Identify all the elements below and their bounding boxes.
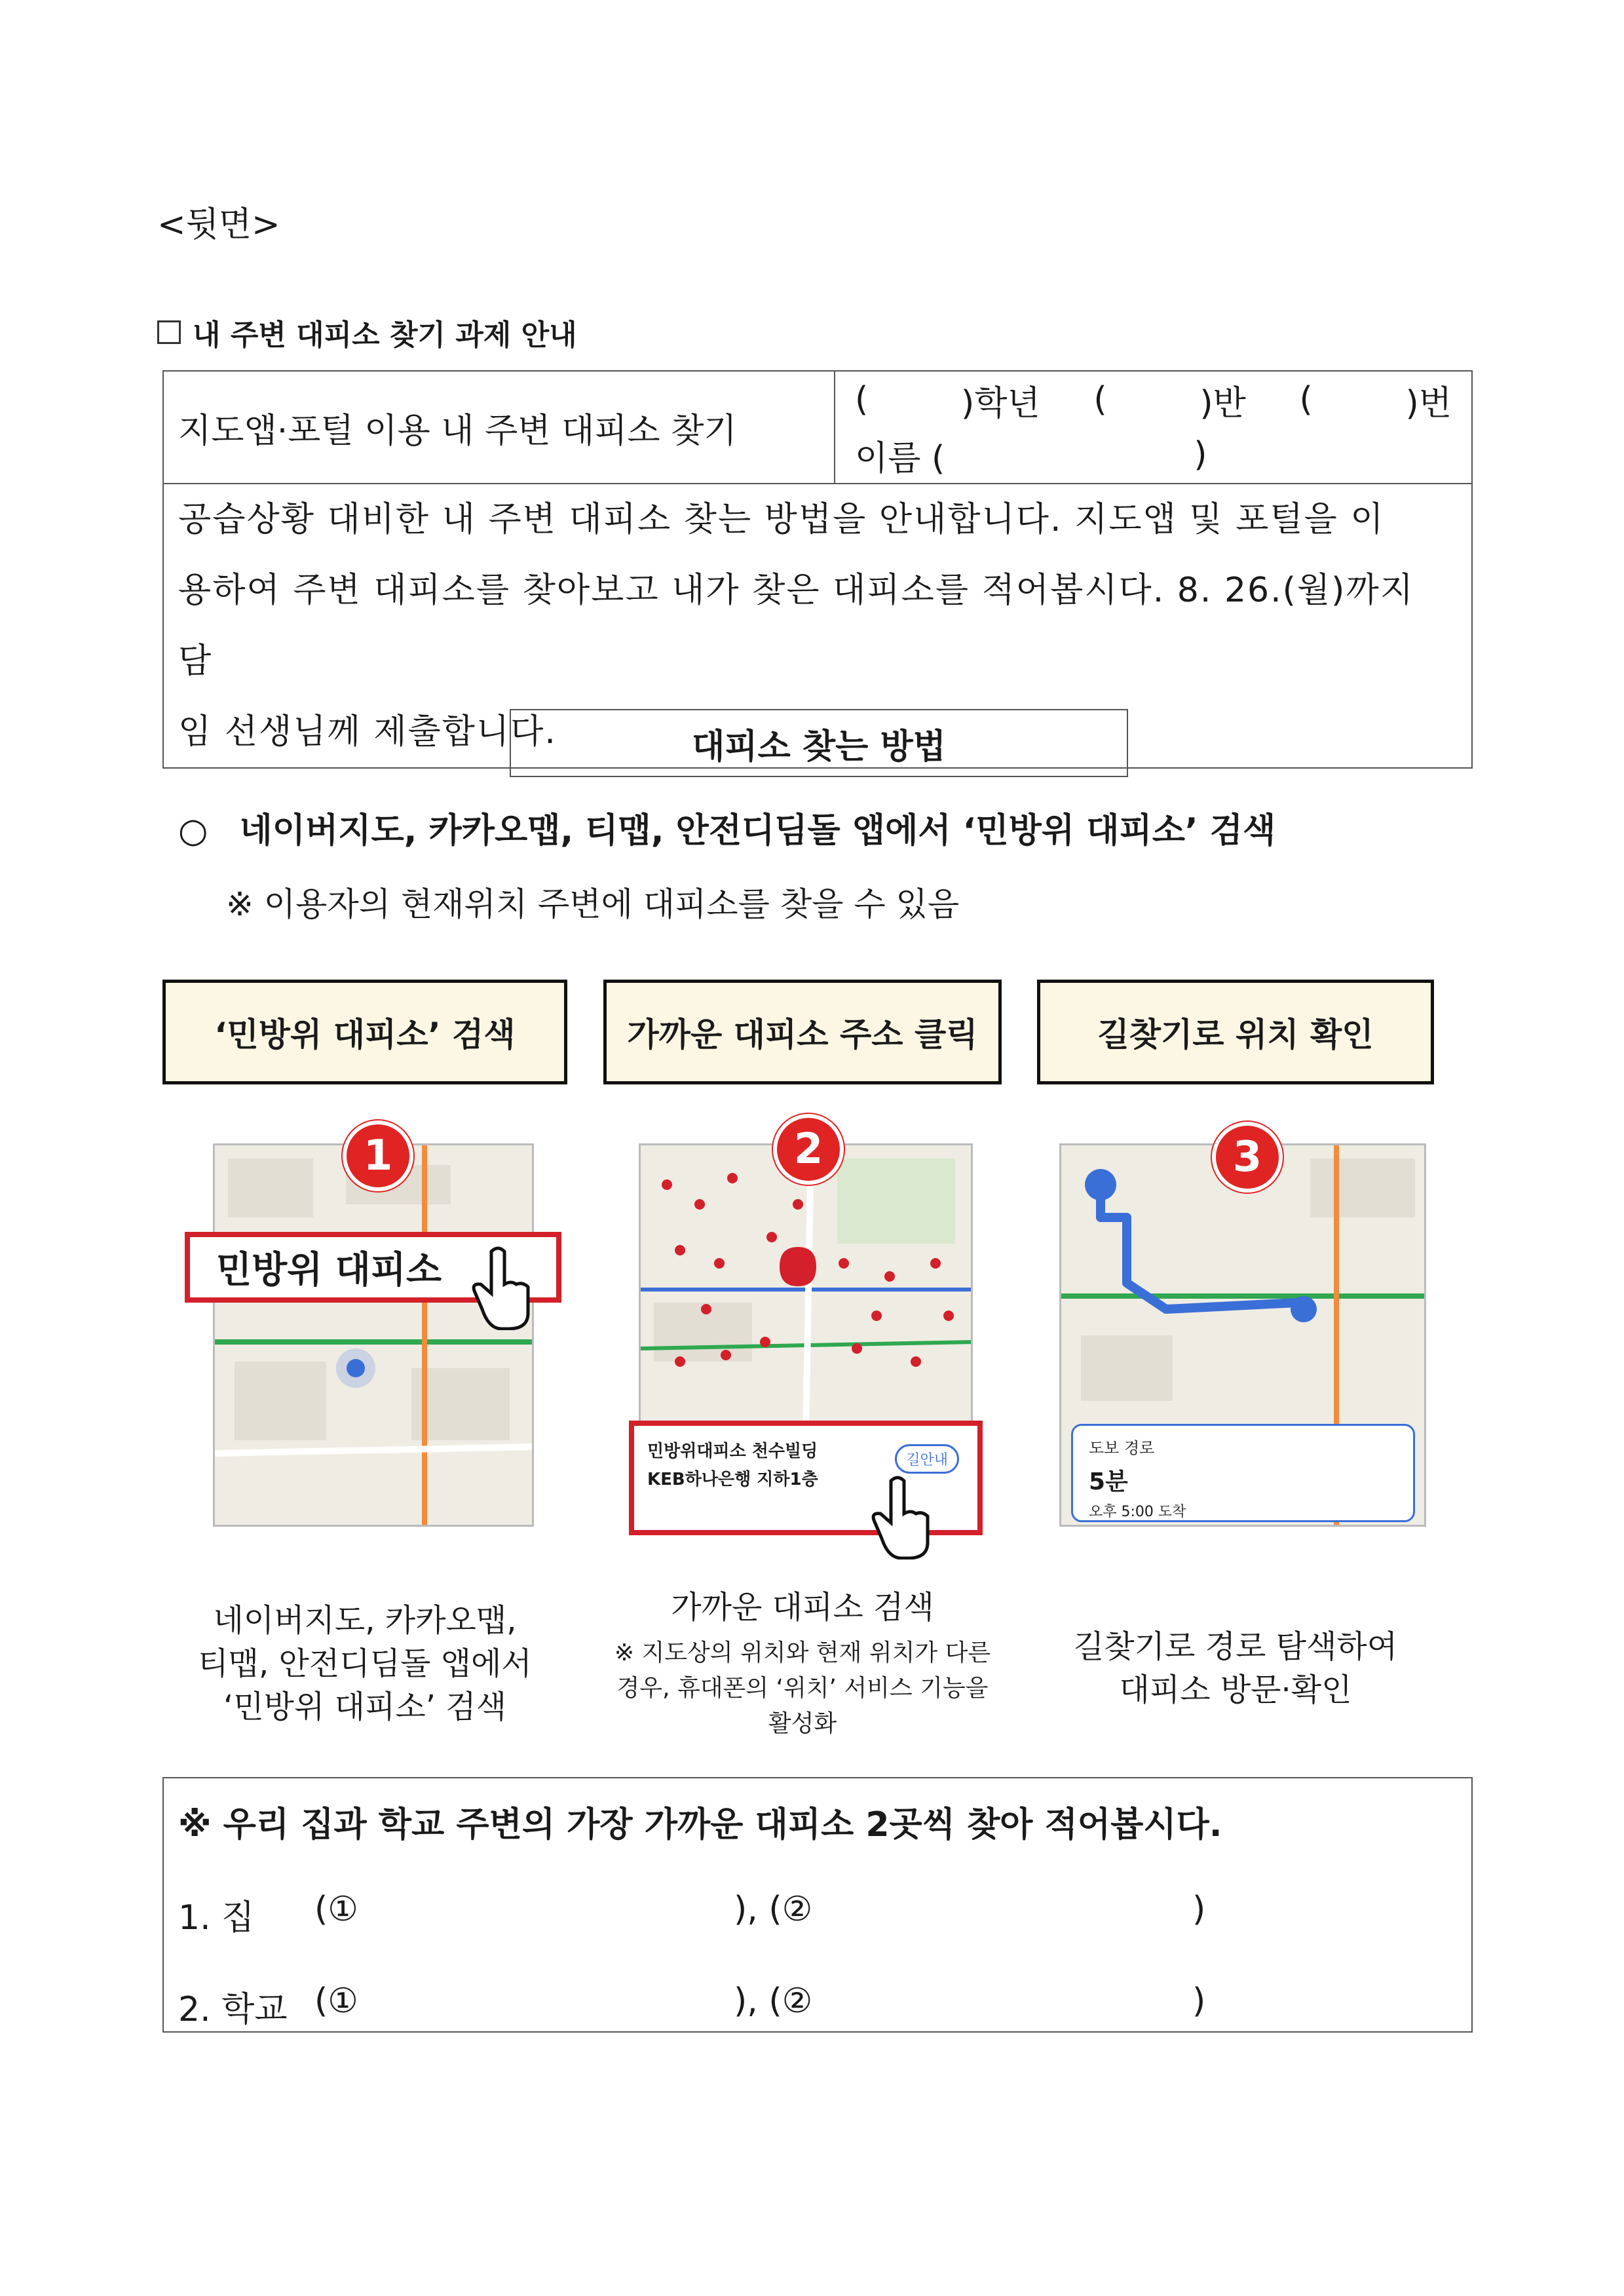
route-arrival: 오후 5:00 도착 xyxy=(1089,1504,1186,1520)
step3-map-screenshot xyxy=(1059,1143,1426,1527)
caption-line: 대피소 방문·확인 xyxy=(1119,1672,1352,1708)
caption-note-line: 경우, 휴대폰의 ‘위치’ 서비스 기능을 xyxy=(616,1675,989,1702)
search-text: 민방위 대피소 xyxy=(216,1249,442,1292)
caption-line: 네이버지도, 카카오맵, xyxy=(213,1602,517,1639)
number-label: )번 xyxy=(1405,383,1452,423)
info-title: 지도앱·포털 이용 내 주변 대피소 찾기 xyxy=(163,371,835,484)
caption-line: 티맵, 안전디딤돌 앱에서 xyxy=(198,1645,532,1682)
answer-row-home-label: 1. 집 xyxy=(178,1898,255,1938)
number-open: ( xyxy=(1299,380,1313,419)
step1-caption xyxy=(162,1599,567,1729)
name-open: 이름 ( xyxy=(855,438,945,478)
checkbox-square-icon xyxy=(157,320,181,344)
class-open: ( xyxy=(1093,380,1107,419)
step1-box: ‘민방위 대피소’ 검색 xyxy=(162,980,567,1084)
answer-home-close: ) xyxy=(1192,1890,1206,1929)
method-bullet xyxy=(178,803,1275,852)
method-title: 대피소 찾는 방법 xyxy=(510,709,1128,777)
grade-class-number-row xyxy=(855,372,1452,427)
side-label: <뒷면> xyxy=(157,205,280,244)
description-line: 임 선생님께 제출합니다. xyxy=(178,712,557,752)
bullet-mark: ○ xyxy=(178,811,208,851)
name-row xyxy=(855,427,1452,482)
bullet-text: 네이버지도, 카카오맵, 티맵, 안전디딤돌 앱에서 ‘민방위 대피소’ 검색 xyxy=(239,811,1276,851)
step3-box: 길찾기로 위치 확인 xyxy=(1037,980,1434,1084)
caption-main: 가까운 대피소 검색 xyxy=(671,1589,934,1626)
route-time: 5분 xyxy=(1089,1468,1128,1495)
step1-map-screenshot xyxy=(213,1143,534,1527)
hand-pointer-icon xyxy=(871,1474,930,1559)
answer-home-second[interactable]: ), (② xyxy=(734,1890,813,1929)
caption-note-line: ※ 지도상의 위치와 현재 위치가 다른 xyxy=(614,1639,991,1666)
description-line: 공습상황 대비한 내 주변 대피소 찾는 방법을 안내합니다. 지도앱 및 포털을 이 xyxy=(178,500,1385,539)
answer-instruction: ※ 우리 집과 학교 주변의 가장 가까운 대피소 2곳씩 찾아 적어봅시다. xyxy=(178,1805,1222,1845)
grade-open: ( xyxy=(855,380,869,419)
answer-home-first[interactable]: (① xyxy=(314,1890,358,1929)
step2-caption xyxy=(603,1586,1002,1742)
section-title: 내 주변 대피소 찾기 과제 안내 xyxy=(193,318,577,352)
section-header xyxy=(157,311,577,353)
route-card[interactable] xyxy=(1071,1424,1415,1522)
hand-pointer-icon xyxy=(472,1245,531,1330)
route-mode: 도보 경로 xyxy=(1089,1439,1155,1457)
directions-button[interactable]: 길안내 xyxy=(895,1444,959,1474)
card-line1: 민방위대피소 천수빌딩 xyxy=(647,1442,818,1461)
step3-caption xyxy=(1037,1625,1434,1712)
card-line2: KEB하나은행 지하1층 xyxy=(647,1470,818,1489)
step1-badge: 1 xyxy=(343,1120,413,1191)
answer-row-school-label: 2. 학교 xyxy=(178,1990,288,2029)
answer-school-second[interactable]: ), (② xyxy=(734,1981,813,2021)
step2-badge: 2 xyxy=(773,1114,844,1185)
answer-box xyxy=(162,1777,1473,2033)
student-info-cell xyxy=(835,371,1472,484)
caption-line: 길찾기로 경로 탐색하여 xyxy=(1073,1628,1398,1665)
caption-note-line: 활성화 xyxy=(768,1710,837,1737)
grade-label: )학년 xyxy=(960,383,1040,423)
answer-school-first[interactable]: (① xyxy=(314,1981,358,2021)
class-label: )반 xyxy=(1199,383,1246,423)
step2-box: 가까운 대피소 주소 클릭 xyxy=(603,980,1002,1084)
name-close: ) xyxy=(1194,435,1207,474)
method-note: ※ 이용자의 현재위치 주변에 대피소를 찾을 수 있음 xyxy=(226,885,960,923)
caption-line: ‘민방위 대피소’ 검색 xyxy=(223,1689,506,1725)
map-illustration xyxy=(215,1145,534,1527)
step3-badge: 3 xyxy=(1212,1122,1283,1193)
answer-school-close: ) xyxy=(1192,1981,1206,2021)
description-line: 용하여 주변 대피소를 찾아보고 내가 찾은 대피소를 적어봅시다. 8. 26.(월)까지 담 xyxy=(178,571,1414,681)
